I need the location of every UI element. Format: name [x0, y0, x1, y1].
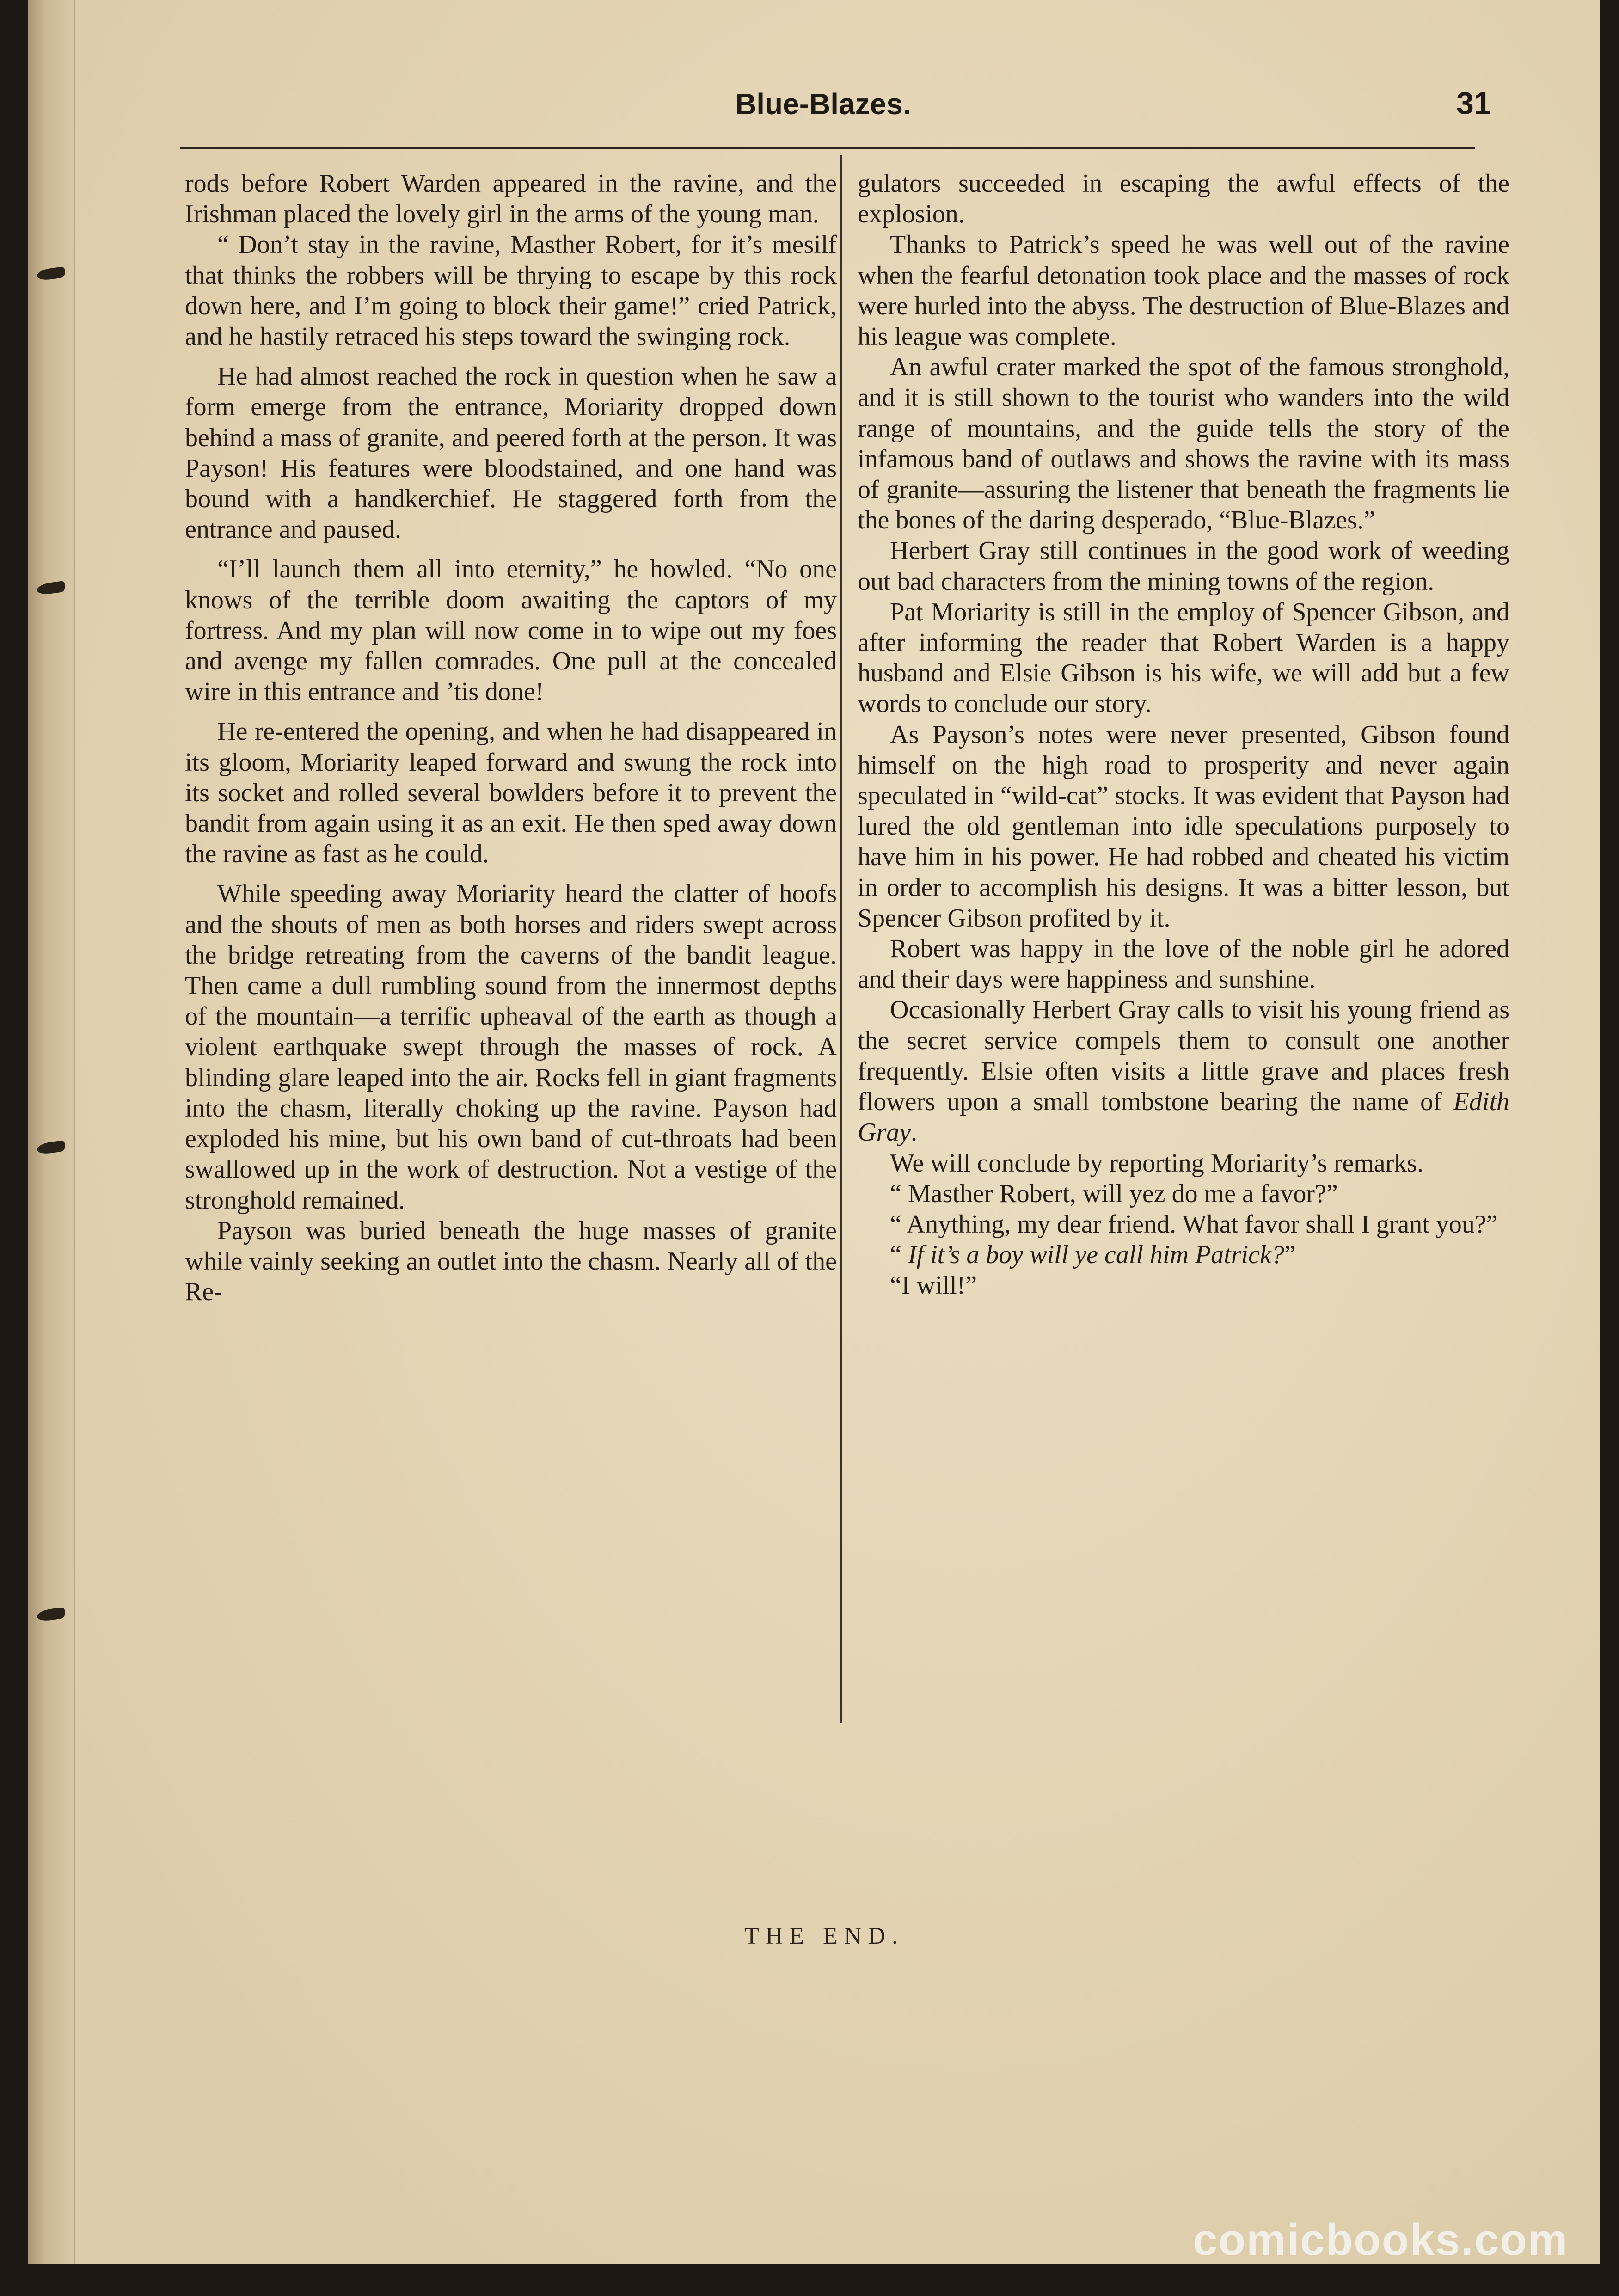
binding-stitch: [37, 1607, 65, 1622]
column-divider: [840, 155, 842, 1723]
spine-binding: [28, 0, 75, 2264]
paragraph: gulators succeeded in escaping the awful effects of the explosion.: [858, 169, 1509, 229]
quote-mark: ”: [1284, 1240, 1296, 1270]
italic-dialogue: If it’s a boy will ye call him Patrick?: [908, 1240, 1284, 1270]
binding-stitch: [37, 1140, 65, 1155]
right-column: [858, 168, 1509, 1301]
header-rule: [180, 147, 1475, 149]
dialogue-line: “ Anything, my dear friend. What favor shall I grant you?”: [890, 1209, 1498, 1239]
dialogue-line: [858, 1240, 1509, 1270]
paragraph: He re-entered the opening, and when he had disappeared in its gloom, Moriarity leaped forward and swung the rock into its socket and rolled several bowlders before it to prevent the bandit from again using it as an exit. He then sped away down the ravine as fast as he could.: [185, 717, 837, 869]
paragraph: “I’ll launch them all into eternity,” he howled. “No one knows of the terrible doom awaiting the captors of my fortress. And my plan will now come in to wipe out my foes and avenge my fallen comrades. One pull at the concealed wire in this entrance and ’tis done!: [185, 555, 837, 706]
the-end-text: THE END.: [744, 1923, 904, 1949]
paragraph: An awful crater marked the spot of the famous stronghold, and it is still shown to the tourist who wanders into the wild range of mountains, and the guide tells the story of the infamous band of outlaws and shows the ravine with its mass of granite—assuring the listener that beneath the fragments lie the bones of the daring desperado, “Blue-Blazes.”: [858, 353, 1509, 535]
paragraph: [858, 995, 1509, 1148]
binding-stitch: [37, 266, 65, 281]
page-number: 31: [1456, 86, 1491, 121]
paragraph: Robert was happy in the love of the noble girl he adored and their days were happiness and sunshine.: [858, 934, 1509, 994]
running-head-title: Blue-Blazes.: [735, 87, 911, 121]
paragraph: As Payson’s notes were never presented, Gibson found himself on the high road to prosperity and never again speculated in “wild-cat” stocks. It was evident that Payson had lured the old gentleman into idle speculations purposely to have him in his power. He had robbed and cheated his victim in order to accomplish his designs. It was a bitter lesson, but Spencer Gibson profited by it.: [858, 720, 1509, 933]
paragraph: He had almost reached the rock in question when he saw a form emerge from the entrance, Moriarity dropped down behind a mass of granite, and peered forth at the person. It was Payson! His features were bloodstained, and one hand was bound with a handkerchief. He staggered forth from the entrance and paused.: [185, 362, 837, 544]
binding-stitch: [37, 581, 65, 595]
quote-mark: “: [890, 1240, 908, 1270]
left-column: [185, 168, 837, 1307]
paragraph-text: .: [911, 1118, 918, 1147]
dialogue-line: “I will!”: [890, 1271, 977, 1300]
dialogue-line: “ Masther Robert, will yez do me a favor?”: [890, 1179, 1338, 1208]
paragraph: While speeding away Moriarity heard the clatter of hoofs and the shouts of men as both horses and riders swept across the bridge retreating from the caverns of the bandit league. Then came a dull rumbling sound from the innermost depths of the mountain—a terrific upheaval of the earth as though a violent earthquake swept through the masses of rock. A blinding glare leaped into the air. Rocks fell in giant fragments into the chasm, literally choking up the ravine. Payson had exploded his mine, but his own band of cut-throats had been swallowed up in the work of destruction. Not a vestige of the stronghold remained.: [185, 879, 837, 1215]
paragraph: “ Don’t stay in the ravine, Masther Robert, for it’s mesilf that thinks the robbers will be thrying to escape by this rock down here, and I’m going to block their game!” cried Patrick, and he hastily retraced his steps toward the swinging rock.: [185, 230, 837, 351]
paragraph: Herbert Gray still continues in the good work of weeding out bad characters from the mining towns of the region.: [858, 536, 1509, 596]
paragraph: We will conclude by reporting Moriarity’s remarks.: [890, 1148, 1424, 1178]
paragraph: Thanks to Patrick’s speed he was well out of the ravine when the fearful detonation took place and the masses of rock were hurled into the abyss. The destruction of Blue-Blazes and his league was complete.: [858, 230, 1509, 351]
italic-name: Edith Gray: [858, 1087, 1509, 1147]
paragraph: Pat Moriarity is still in the employ of Spencer Gibson, and after informing the reader that Robert Warden is a happy husband and Elsie Gibson is his wife, we will add but a few words to conclude our story.: [858, 597, 1509, 718]
paragraph-text: Occasionally Herbert Gray calls to visit his young friend as the secret service compels them to consult one another frequently. Elsie often visits a little grave and places fresh flowers upon a small tombstone bearing the name of: [858, 995, 1509, 1117]
paragraph: Payson was buried beneath the huge masses of granite while vainly seeking an outlet into the chasm. Nearly all of the Re-: [185, 1216, 837, 1307]
paragraph: rods before Robert Warden appeared in the ravine, and the Irishman placed the lovely girl in the arms of the young man.: [185, 169, 837, 229]
site-watermark: comicbooks.com: [1193, 2215, 1569, 2265]
